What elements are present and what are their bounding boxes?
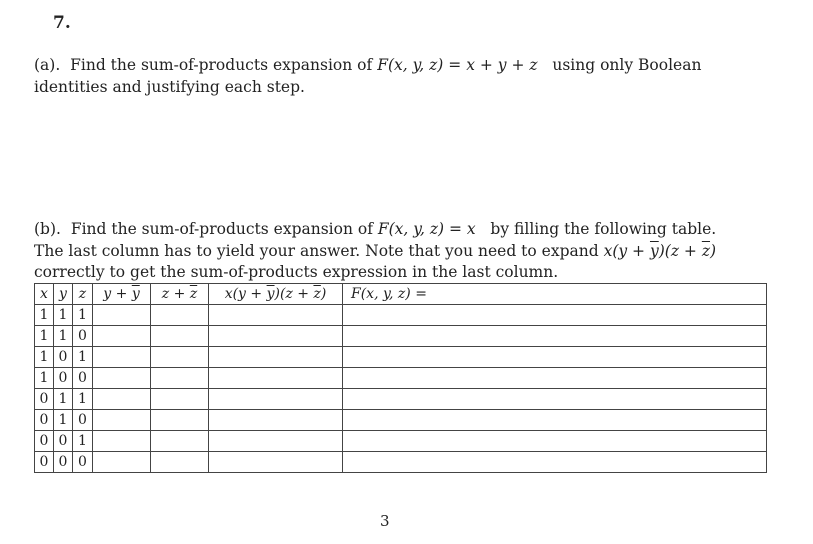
table-row bbox=[35, 410, 767, 431]
cell-blank[interactable] bbox=[93, 347, 151, 368]
cell-x: 0 bbox=[35, 410, 54, 431]
header-c6-c: )(z + bbox=[274, 286, 314, 302]
part-a-text-1: Find the sum-of-products expansion of bbox=[70, 56, 378, 74]
header-c4-b: $\overline{y}$ bbox=[131, 286, 140, 302]
part-a-text-2: using only Boolean bbox=[552, 56, 702, 74]
cell-z: 1 bbox=[73, 347, 93, 368]
cell-blank[interactable] bbox=[343, 368, 767, 389]
part-b-func: F(x, y, z) bbox=[377, 220, 445, 238]
part-b-text-1: Find the sum-of-products expansion of bbox=[70, 220, 378, 238]
cell-x: 1 bbox=[35, 326, 54, 347]
cell-blank[interactable] bbox=[209, 431, 343, 452]
cell-blank[interactable] bbox=[151, 410, 209, 431]
expand-mid: )(z + bbox=[658, 242, 702, 260]
cell-y: 1 bbox=[54, 389, 73, 410]
cell-blank[interactable] bbox=[151, 431, 209, 452]
cell-blank[interactable] bbox=[209, 410, 343, 431]
cell-y: 1 bbox=[54, 410, 73, 431]
expand-x: x(y + bbox=[603, 242, 650, 260]
part-b-equals: = bbox=[444, 220, 467, 238]
part-b-label: (b). bbox=[34, 220, 61, 238]
cell-blank[interactable] bbox=[93, 452, 151, 473]
cell-y: 0 bbox=[54, 368, 73, 389]
table-row bbox=[35, 347, 767, 368]
header-c6-a: x(y + bbox=[224, 286, 267, 302]
truth-table bbox=[34, 283, 767, 473]
cell-blank[interactable] bbox=[93, 431, 151, 452]
cell-blank[interactable] bbox=[151, 368, 209, 389]
part-b-line-1 bbox=[34, 218, 794, 240]
part-a-label: (a). bbox=[34, 56, 61, 74]
cell-blank[interactable] bbox=[209, 452, 343, 473]
cell-blank[interactable] bbox=[209, 305, 343, 326]
cell-blank[interactable] bbox=[93, 410, 151, 431]
cell-y: 1 bbox=[54, 305, 73, 326]
part-b-line-2-text: The last column has to yield your answer. Note that you need to expand bbox=[34, 242, 604, 260]
header-y: y bbox=[54, 284, 73, 305]
cell-blank[interactable] bbox=[93, 326, 151, 347]
table-row bbox=[35, 326, 767, 347]
cell-blank[interactable] bbox=[209, 389, 343, 410]
page-number: 3 bbox=[380, 512, 390, 530]
table-header-row bbox=[35, 284, 767, 305]
cell-y: 0 bbox=[54, 431, 73, 452]
cell-y: 0 bbox=[54, 347, 73, 368]
header-z: z bbox=[73, 284, 93, 305]
header-c6-d: $\overline{z}$ bbox=[313, 286, 321, 302]
cell-blank[interactable] bbox=[93, 305, 151, 326]
table-row bbox=[35, 305, 767, 326]
header-y-or-ybar bbox=[93, 284, 151, 305]
cell-blank[interactable] bbox=[343, 389, 767, 410]
cell-x: 1 bbox=[35, 305, 54, 326]
header-c6-b: $\overline{y}$ bbox=[266, 286, 275, 302]
table-row bbox=[35, 452, 767, 473]
header-x: x bbox=[35, 284, 54, 305]
table-row bbox=[35, 368, 767, 389]
cell-x: 1 bbox=[35, 347, 54, 368]
cell-z: 1 bbox=[73, 431, 93, 452]
header-z-or-zbar bbox=[151, 284, 209, 305]
cell-z: 1 bbox=[73, 389, 93, 410]
cell-x: 0 bbox=[35, 389, 54, 410]
part-a-line-1 bbox=[34, 54, 794, 76]
part-a-equals: = bbox=[443, 56, 467, 74]
cell-blank[interactable] bbox=[151, 452, 209, 473]
cell-blank[interactable] bbox=[209, 347, 343, 368]
header-c5-b: $\overline{z}$ bbox=[189, 286, 198, 302]
cell-z: 0 bbox=[73, 410, 93, 431]
cell-x: 1 bbox=[35, 368, 54, 389]
cell-blank[interactable] bbox=[343, 431, 767, 452]
cell-z: 0 bbox=[73, 368, 93, 389]
cell-z: 0 bbox=[73, 326, 93, 347]
header-expansion bbox=[209, 284, 343, 305]
cell-blank[interactable] bbox=[343, 326, 767, 347]
cell-x: 0 bbox=[35, 452, 54, 473]
part-b-line-2 bbox=[34, 240, 794, 262]
expand-zbar: $\overline{z}$ bbox=[701, 242, 711, 260]
part-a-func: F(x, y, z) bbox=[377, 56, 444, 74]
cell-blank[interactable] bbox=[93, 389, 151, 410]
part-a-line-2: identities and justifying each step. bbox=[34, 78, 305, 96]
cell-blank[interactable] bbox=[151, 347, 209, 368]
cell-z: 0 bbox=[73, 452, 93, 473]
header-f: F(x, y, z) = bbox=[343, 284, 767, 305]
part-a-expr: x + y + z bbox=[466, 56, 538, 74]
part-b-text-2: by filling the following table. bbox=[490, 220, 717, 238]
cell-y: 0 bbox=[54, 452, 73, 473]
cell-blank[interactable] bbox=[343, 347, 767, 368]
table-row bbox=[35, 389, 767, 410]
header-c5-a: z + bbox=[161, 286, 190, 302]
part-b-expr: x bbox=[466, 220, 476, 238]
table-row bbox=[35, 431, 767, 452]
expand-expression bbox=[604, 242, 717, 260]
cell-blank[interactable] bbox=[93, 368, 151, 389]
expand-ybar: $\overline{y}$ bbox=[649, 242, 659, 260]
cell-blank[interactable] bbox=[343, 410, 767, 431]
header-c6-e: ) bbox=[320, 286, 327, 302]
cell-z: 1 bbox=[73, 305, 93, 326]
problem-number: 7. bbox=[53, 13, 71, 33]
cell-blank[interactable] bbox=[343, 305, 767, 326]
cell-blank[interactable] bbox=[343, 452, 767, 473]
cell-y: 1 bbox=[54, 326, 73, 347]
part-b-line-3: correctly to get the sum-of-products expression in the last column. bbox=[34, 263, 559, 281]
expand-end: ) bbox=[710, 242, 717, 260]
cell-blank[interactable] bbox=[151, 389, 209, 410]
cell-blank[interactable] bbox=[209, 326, 343, 347]
cell-blank[interactable] bbox=[151, 305, 209, 326]
cell-blank[interactable] bbox=[209, 368, 343, 389]
cell-x: 0 bbox=[35, 431, 54, 452]
header-c4-a: y + bbox=[103, 286, 132, 302]
cell-blank[interactable] bbox=[151, 326, 209, 347]
